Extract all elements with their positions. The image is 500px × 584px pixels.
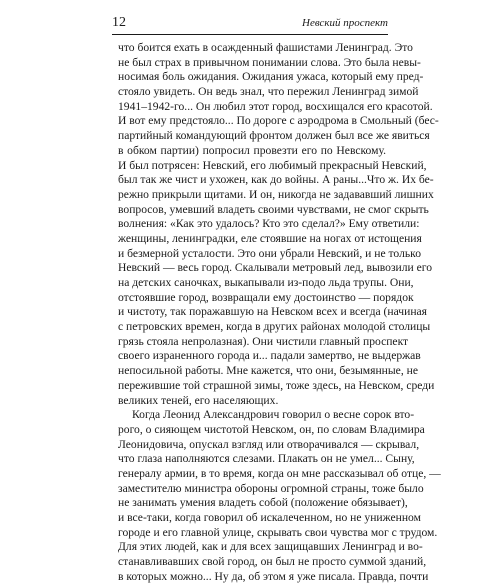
text-line: в обком партии) попросил провезти его по Невскому.: [118, 143, 386, 157]
text-line: режно прикрыли щитами. И он, никогда не задававший лишних: [118, 187, 434, 201]
text-line: вопросов, умевший владеть своими чувствами, не смог скрыть: [118, 202, 429, 216]
text-line: Для этих людей, как и для всех защищавших Ленинград и во-: [118, 540, 423, 554]
text-line: и все-таки, когда говорил об искалеченном, но не униженном: [118, 511, 421, 524]
running-title: Невский проспект: [302, 17, 388, 29]
paragraph: [118, 408, 441, 584]
text-line: женщины, ленинградки, еле стоявшие на ногах от истощения: [118, 231, 422, 245]
text-line: был так же чист и ухожен, как до войны. А раны...Что ж. Их бе-: [118, 173, 434, 187]
text-line: И был потрясен: Невский, его любимый прекрасный Невский,: [118, 158, 427, 172]
text-line: генералу армии, в то время, когда он мне рассказывал об отце, —: [118, 466, 441, 480]
text-line: волнения: «Как это удалось? Кто это сделал?» Ему ответили:: [118, 217, 420, 231]
page-header: [112, 14, 388, 34]
text-line: своего израненного города и... падали замертво, не выдержав: [118, 349, 421, 363]
text-line: пережившие той страшной зимы, тоже здесь, на Невском, среди: [118, 378, 435, 392]
text-line: Леонидовича, опускал взгляд или отворачивался — скрывал,: [118, 437, 420, 451]
text-line: стояло увидеть. Он ведь знал, что пережил Ленинград зимой: [118, 85, 419, 99]
text-line: партийный командующий фронтом должен был все же явиться: [118, 129, 430, 143]
text-line: И вот ему предстояло... По дороге с аэродрома в Смольный (бес-: [118, 114, 439, 128]
text-line: Невский — весь город. Скалывали метровый лед, вывозили его: [118, 261, 433, 275]
text-line: непосильной работы. Мне кажется, что они, безымянные, не: [118, 364, 418, 378]
text-line: грязь стояла непролазная). Они чистили главный проспект: [118, 334, 409, 348]
text-line: что боится ехать в осажденный фашистами Ленинград. Это: [118, 41, 413, 54]
text-line: и чистоту, так поражавшую на Невском всех и всегда (начиная: [118, 305, 428, 319]
text-line: городе и его главной улице, скрывать свои чувства мог с трудом.: [118, 525, 438, 539]
text-line: не был страх в привычном понимании слова. Это была невы-: [118, 55, 421, 69]
text-line: заместителю министра обороны огромной страны, тоже было: [118, 481, 424, 495]
text-line: не занимать умения владеть собой (положение обязывает),: [118, 496, 408, 510]
text-line: с петровских времен, когда в других районах молодой столицы: [118, 320, 431, 334]
text-line: великих теней, его населяющих.: [118, 393, 279, 407]
text-line: носимая боль ожидания. Ожидания ужаса, который ему пред-: [118, 70, 424, 84]
text-line: и безмерной усталости. Это они убрали Невский, и не только: [118, 246, 421, 260]
page-number: 12: [112, 15, 126, 30]
text-line: в которых можно... Ну да, об этом я уже писала. Правда, почти: [118, 569, 429, 583]
text-line: рого, о сияющем чистотой Невском, он, по словам Владимира: [118, 422, 425, 436]
text-line: на детских саночках, выкапывали из-подо льда трупы. Они,: [118, 276, 414, 289]
text-line: Когда Леонид Александрович говорил о весне сорок вто-: [132, 408, 415, 422]
text-line: 1941–1942-го... Он любил этот город, восхищался его красотой.: [118, 99, 433, 113]
text-line: что глаза наполняются слезами. Плакать он не умел... Сыну,: [118, 452, 415, 466]
header-rule: [112, 34, 388, 35]
text-line: отстоявшие город, возвращали ему достоинство — порядок: [118, 290, 414, 304]
paragraph: [118, 41, 439, 408]
body-text: [118, 41, 441, 584]
text-line: станавливавших свой город, он был не просто суммой зданий,: [118, 555, 427, 569]
